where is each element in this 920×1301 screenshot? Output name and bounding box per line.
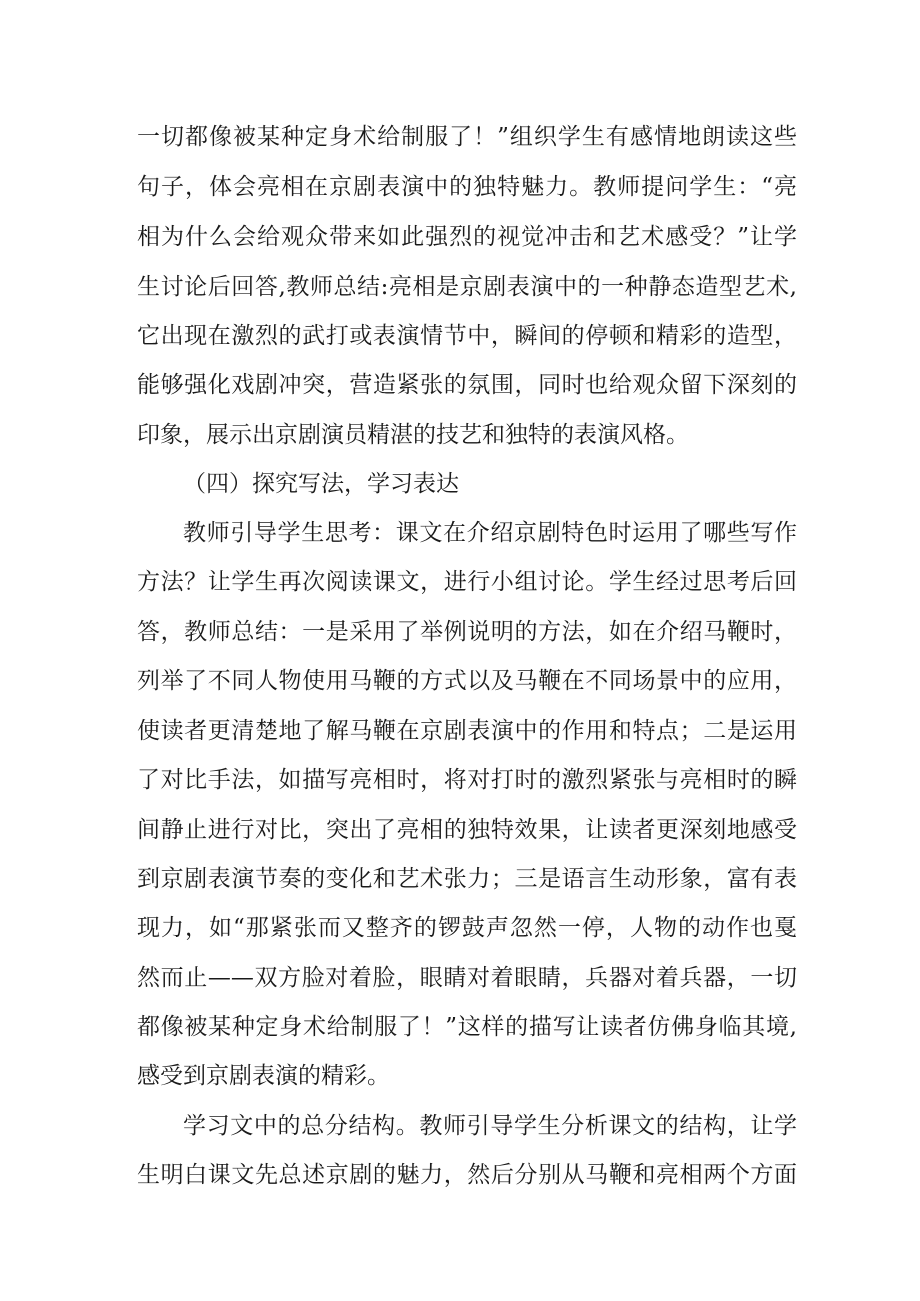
paragraph-1-line-1: 一切都像被某种定身术给制服了！”组织学生有感情地朗读这些 [137,124,797,150]
paragraph-2-line-7: 间静止进行对比，突出了亮相的独特效果，让读者更深刻地感受 [137,817,797,843]
paragraph-1-line-3: 相为什么会给观众带来如此强烈的视觉冲击和艺术感受？”让学 [137,224,797,250]
paragraph-1-line-7: 印象，展示出京剧演员精湛的技艺和独特的表演风格。 [137,422,689,448]
paragraph-2-line-4: 列举了不同人物使用马鞭的方式以及马鞭在不同场景中的应用， [137,668,797,694]
paragraph-2-line-11: 都像被某种定身术给制服了！”这样的描写让读者仿佛身临其境, [137,1014,797,1040]
paragraph-1-line-4: 生讨论后回答,教师总结:亮相是京剧表演中的一种静态造型艺术, [137,274,797,300]
paragraph-1-line-2: 句子，体会亮相在京剧表演中的独特魅力。教师提问学生：“亮 [137,174,797,200]
paragraph-2-line-12: 感受到京剧表演的精彩。 [137,1063,390,1089]
paragraph-2-line-8: 到京剧表演节奏的变化和艺术张力；三是语言生动形象，富有表 [137,866,797,892]
section-heading: （四）探究写法，学习表达 [183,471,459,497]
paragraph-2-line-1: 教师引导学生思考：课文在介绍京剧特色时运用了哪些写作 [183,520,797,546]
paragraph-2-line-5: 使读者更清楚地了解马鞭在京剧表演中的作用和特点；二是运用 [137,718,797,744]
paragraph-2-line-9: 现力，如“那紧张而又整齐的锣鼓声忽然一停，人物的动作也戛 [137,915,797,941]
paragraph-2-line-6: 了对比手法，如描写亮相时，将对打时的激烈紧张与亮相时的瞬 [137,767,797,793]
paragraph-2-line-2: 方法？让学生再次阅读课文，进行小组讨论。学生经过思考后回 [137,569,797,595]
paragraph-2-line-10: 然而止——双方脸对着脸，眼睛对着眼睛，兵器对着兵器，一切 [137,965,797,991]
paragraph-3-line-2: 生明白课文先总述京剧的魅力，然后分别从马鞭和亮相两个方面 [137,1162,797,1188]
paragraph-3-line-1: 学习文中的总分结构。教师引导学生分析课文的结构，让学 [183,1113,797,1139]
paragraph-2-line-3: 答，教师总结：一是采用了举例说明的方法，如在介绍马鞭时， [137,619,797,645]
paragraph-1-line-6: 能够强化戏剧冲突，营造紧张的氛围，同时也给观众留下深刻的 [137,372,797,398]
paragraph-1-line-5: 它出现在激烈的武打或表演情节中，瞬间的停顿和精彩的造型， [137,323,797,349]
